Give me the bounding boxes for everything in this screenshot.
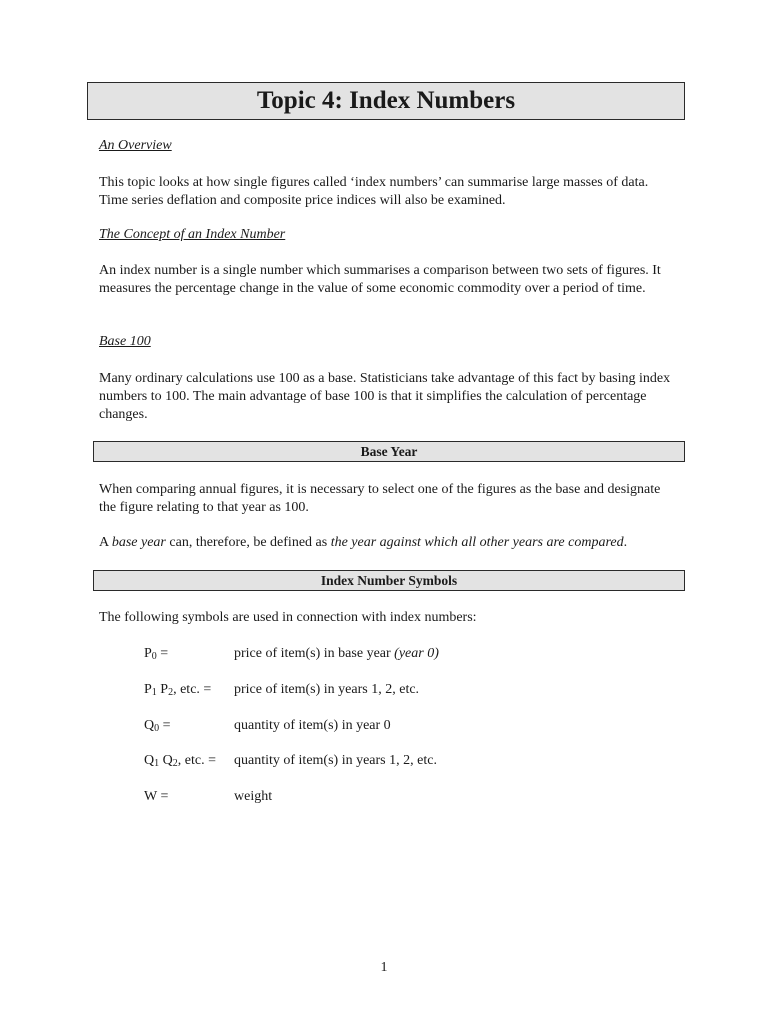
overview-text: This topic looks at how single figures called ‘index numbers’ can summarise large masses of data. Time series deflation and composite price indices will also be examined. — [99, 175, 649, 208]
base-year-definition — [99, 534, 674, 552]
symbol-notation — [144, 788, 168, 806]
symbol-notation — [144, 681, 211, 699]
symbol-notation — [144, 645, 168, 663]
base-year-bar-label: Base Year — [360, 443, 418, 459]
title-banner — [87, 82, 685, 120]
symbol-description-text: weight — [234, 789, 273, 804]
symbol-description — [234, 717, 391, 735]
symbol-subscript: 2 — [168, 687, 174, 698]
page-number: 1 — [380, 960, 388, 975]
symbol-part: Q — [144, 718, 155, 733]
symbol-subscript: 1 — [154, 758, 160, 769]
symbol-description — [234, 752, 437, 770]
definition-term: base year — [111, 535, 166, 550]
symbol-description — [234, 788, 272, 806]
symbol-part: Q — [159, 753, 173, 768]
overview-heading: An Overview — [99, 138, 172, 153]
symbol-part: P — [144, 646, 152, 661]
page-title: Topic 4: Index Numbers — [256, 87, 516, 114]
symbols-bar-label: Index Number Symbols — [320, 572, 458, 588]
symbol-part: = — [159, 718, 171, 733]
symbol-subscript: 0 — [154, 723, 160, 734]
symbol-part: P — [144, 682, 152, 697]
concept-text: An index number is a single number which summarises a comparison between two sets of figures. It measures the percentage change in the value of some economic commodity over a period of time. — [99, 263, 661, 296]
definition-body: the year against which all other years are compared — [330, 535, 624, 550]
base100-text: Many ordinary calculations use 100 as a base. Statisticians take advantage of this fact by basing index numbers to 100. The main advantage of base 100 is that it simplifies the calculation of percentage changes. — [99, 371, 671, 422]
base-year-text: When comparing annual figures, it is necessary to select one of the figures as the base and designate the figure relating to that year as 100. — [99, 482, 661, 515]
definition-prefix: A — [99, 535, 112, 550]
symbol-description-text: price of item(s) in base year — [234, 646, 395, 661]
symbol-description-text: quantity of item(s) in years 1, 2, etc. — [234, 753, 437, 768]
definition-middle: can, therefore, be defined as — [165, 535, 331, 550]
symbol-part: = — [156, 646, 169, 661]
symbol-description-text: price of item(s) in years 1, 2, etc. — [234, 682, 420, 697]
symbol-description-italic: (year 0) — [394, 646, 439, 661]
symbol-part: W = — [144, 789, 169, 804]
symbol-part: Q — [144, 753, 155, 768]
base100-heading: Base 100 — [99, 334, 151, 349]
symbol-description-text: quantity of item(s) in year 0 — [234, 718, 391, 733]
symbols-bar — [93, 570, 685, 591]
symbols-intro: The following symbols are used in connection with index numbers: — [99, 610, 477, 625]
concept-heading: The Concept of an Index Number — [99, 227, 286, 242]
definition-suffix: . — [623, 535, 628, 550]
symbol-subscript: 2 — [172, 758, 178, 769]
symbol-notation — [144, 752, 216, 770]
symbol-description — [234, 645, 439, 663]
symbol-subscript: 1 — [151, 687, 157, 698]
base-year-bar — [93, 441, 685, 462]
symbol-part: , etc. = — [173, 682, 212, 697]
symbol-subscript: 0 — [151, 651, 157, 662]
symbol-part: , etc. = — [177, 753, 216, 768]
symbol-part: P — [156, 682, 169, 697]
symbol-notation — [144, 717, 171, 735]
symbol-description — [234, 681, 419, 699]
